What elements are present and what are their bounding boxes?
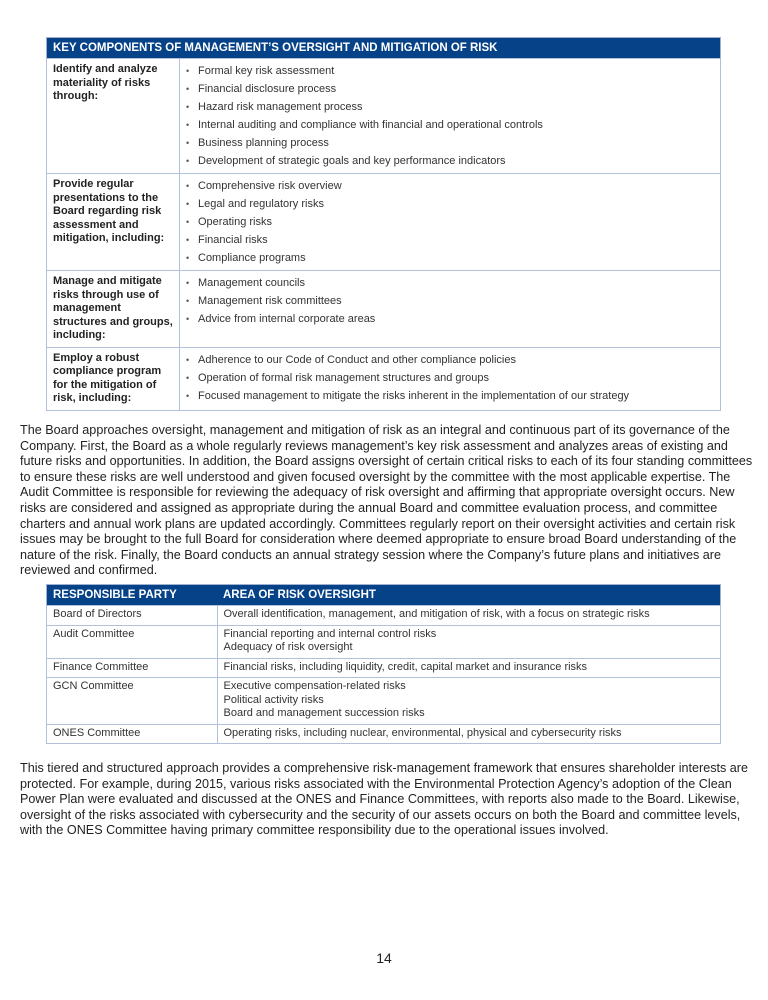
area-line: Overall identification, management, and mitigation of risk, with a focus on strategic risks	[223, 608, 650, 620]
area-line: Board and management succession risks	[223, 707, 425, 719]
list-item: • Legal and regulatory risks	[186, 195, 714, 213]
area-line: Political activity risks	[223, 693, 324, 706]
area-cell	[217, 606, 721, 626]
list-item: • Financial risks	[186, 231, 714, 249]
list-item: • Compliance programs	[186, 249, 714, 267]
area-line: Adequacy of risk oversight	[223, 641, 353, 653]
table-row	[47, 724, 721, 744]
party-cell: ONES Committee	[47, 724, 218, 744]
bullet-list	[186, 274, 714, 328]
list-item: • Focused management to mitigate the risks inherent in the implementation of our strategy	[186, 387, 714, 405]
list-item: • Management risk committees	[186, 292, 714, 310]
party-cell: Audit Committee	[47, 625, 218, 658]
table-row	[47, 271, 721, 348]
framework-paragraph: This tiered and structured approach provides a comprehensive risk-management framework that ensures shareholder interests are protected. For example, during 2015, various risks associated with the Environmental Protection Agency’s adoption of the Clean Power Plan were evaluated and discussed at the ONES and Finance Committees, with reports also made to the Board. Likewise, oversight of the risks associated with cybersecurity and the security of our assets occurs on both the Board and committee levels, with the ONES Committee having primary committee responsibility due to the operational issues involved.	[20, 761, 748, 838]
area-line: Financial risks, including liquidity, credit, capital market and insurance risks	[223, 660, 588, 673]
party-cell: GCN Committee	[47, 678, 218, 725]
row-label: Provide regular presentations to the Board regarding risk assessment and mitigation, including:	[47, 174, 180, 271]
bullet-list	[186, 62, 714, 170]
party-cell: Board of Directors	[47, 606, 218, 626]
governance-paragraph: The Board approaches oversight, management and mitigation of risk as an integral and continuous part of its governance of the Company. First, the Board as a whole regularly reviews management’s key risk assessment and analyzes areas of existing and future risks and opportunities. In addition, the Board assigns oversight of certain critical risks to each of its four standing committees to ensure these risks are well understood and given focused oversight by the committee with the most applicable expertise. The Audit Committee is responsible for reviewing the adequacy of risk oversight and affirming that appropriate oversight occurs. New risks are considered and assigned as appropriate during the annual Board and committee evaluation process, and committee charters and annual work plans are updated accordingly. Committees regularly report on their oversight activities and certain risk issues may be brought to the full Board for consideration where deemed appropriate to ensure broad Board understanding of the nature of the risk. Finally, the Board conducts an annual strategy session where the Company’s future plans and initiatives are reviewed and confirmed.	[20, 423, 753, 578]
list-item: • Financial disclosure process	[186, 80, 714, 98]
column-header-area: AREA OF RISK OVERSIGHT	[217, 585, 721, 606]
list-item: • Operation of formal risk management structures and groups	[186, 369, 714, 387]
table-row	[47, 625, 721, 658]
bullet-list	[186, 177, 714, 267]
party-cell: Finance Committee	[47, 658, 218, 678]
list-item: • Advice from internal corporate areas	[186, 310, 714, 328]
list-item: • Formal key risk assessment	[186, 62, 714, 80]
table-row	[47, 347, 721, 410]
area-cell	[217, 678, 721, 725]
table-row	[47, 606, 721, 626]
bullet-list	[186, 351, 714, 405]
table-row	[47, 678, 721, 725]
column-header-party: RESPONSIBLE PARTY	[47, 585, 218, 606]
list-item: • Comprehensive risk overview	[186, 177, 714, 195]
page-number: 14	[376, 950, 392, 966]
row-label: Manage and mitigate risks through use of management structures and groups, including:	[47, 271, 180, 348]
list-item: • Adherence to our Code of Conduct and other compliance policies	[186, 351, 714, 369]
table-row	[47, 174, 721, 271]
key-components-table	[46, 37, 721, 411]
list-item: • Internal auditing and compliance with financial and operational controls	[186, 116, 714, 134]
list-item: • Business planning process	[186, 134, 714, 152]
table-row	[47, 658, 721, 678]
list-item: • Management councils	[186, 274, 714, 292]
area-line: Financial reporting and internal control risks	[223, 627, 437, 640]
area-cell	[217, 724, 721, 744]
table-header: KEY COMPONENTS OF MANAGEMENT’S OVERSIGHT AND MITIGATION OF RISK	[47, 38, 721, 59]
area-line: Operating risks, including nuclear, environmental, physical and cybersecurity risks	[223, 726, 622, 739]
area-line: Executive compensation-related risks	[223, 680, 406, 692]
risk-oversight-table	[46, 584, 721, 744]
table-row	[47, 59, 721, 174]
area-cell	[217, 625, 721, 658]
row-label: Employ a robust compliance program for the mitigation of risk, including:	[47, 347, 180, 410]
list-item: • Development of strategic goals and key performance indicators	[186, 152, 714, 170]
area-cell	[217, 658, 721, 678]
list-item: • Operating risks	[186, 213, 714, 231]
list-item: • Hazard risk management process	[186, 98, 714, 116]
row-label: Identify and analyze materiality of risks through:	[47, 59, 180, 174]
